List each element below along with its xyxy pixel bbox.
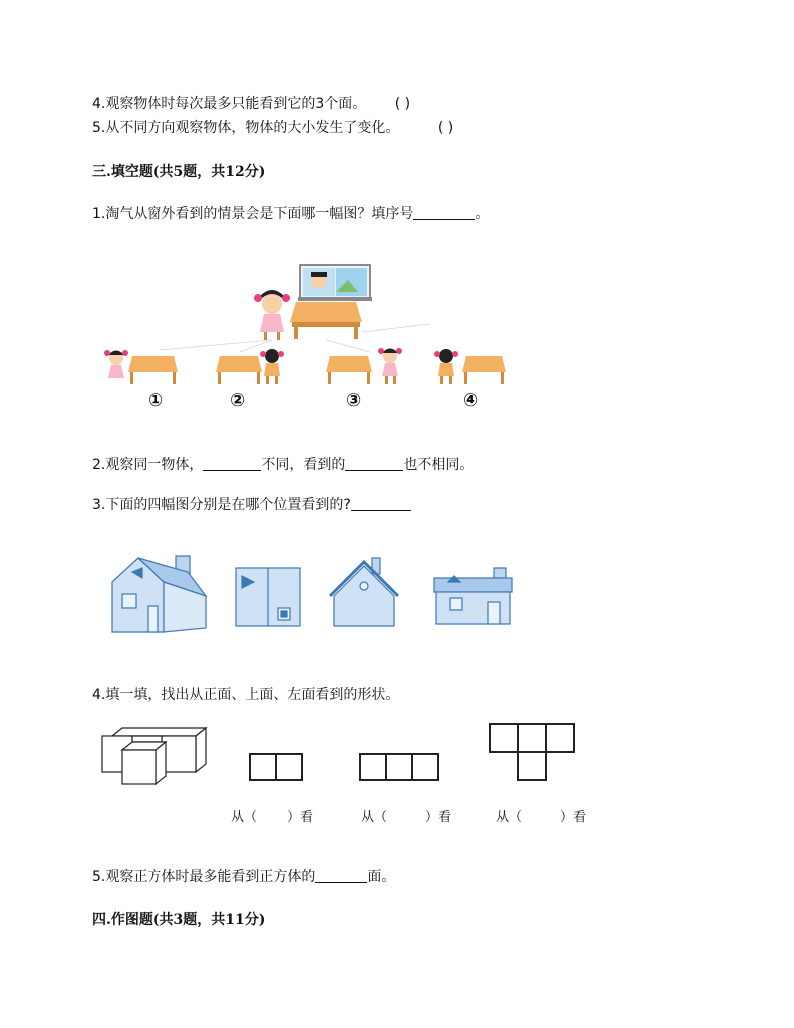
judgement-q4-text: 4.观察物体时每次最多只能看到它的3个面。 <box>92 96 367 112</box>
fill-q5-end: 面。 <box>367 869 396 885</box>
fill-q4-text: 4.填一填，找出从正面、上面、左面看到的形状。 <box>92 687 400 703</box>
house-perspective-figure <box>112 556 206 632</box>
view-shape-3-squares <box>360 754 438 780</box>
answer-paren[interactable]: ( ) <box>394 96 411 112</box>
fill-q4 <box>92 684 399 704</box>
option-label-3: ③ <box>346 390 362 411</box>
fill-q1-end: 。 <box>475 206 490 222</box>
section-title: 四.作图题(共3题，共11分) <box>92 912 266 928</box>
option-label-4: ④ <box>463 390 479 411</box>
block-shapes-illustration <box>100 720 580 786</box>
house-side-view-figure <box>236 568 300 626</box>
answer-blank[interactable] <box>315 868 367 883</box>
section-title: 三.填空题(共5题，共12分) <box>92 164 266 180</box>
window-picture <box>298 265 372 301</box>
option-label-1: ① <box>148 390 164 411</box>
house-top-view-figure <box>434 568 512 624</box>
fill-q2 <box>92 454 473 474</box>
caption-view: ）看 <box>287 810 314 825</box>
house-front-view-figure <box>330 558 398 626</box>
option-label-2: ② <box>230 390 246 411</box>
caption-from: 从（ <box>361 810 388 825</box>
view-shape-2-squares <box>250 754 302 780</box>
fill-q1-text: 1.淘气从窗外看到的情景会是下面哪一幅图？填序号 <box>92 206 414 222</box>
view-shape-t-shape <box>490 724 574 780</box>
caption-view: ）看 <box>425 810 452 825</box>
answer-blank[interactable] <box>351 496 411 511</box>
option-3-scene <box>326 348 402 384</box>
option-1-scene <box>104 350 178 384</box>
caption-from: 从（ <box>496 810 523 825</box>
view-caption-2 <box>361 806 451 825</box>
judgement-q5 <box>92 117 453 137</box>
fill-q1 <box>92 203 489 223</box>
classroom-scene-illustration <box>100 262 520 392</box>
caption-view: ）看 <box>560 810 587 825</box>
cube-stack-figure <box>102 728 206 784</box>
judgement-q5-text: 5.从不同方向观察物体，物体的大小发生了变化。 <box>92 120 400 136</box>
answer-paren[interactable]: ( ) <box>437 120 454 136</box>
option-4-scene <box>434 349 506 384</box>
view-caption-1 <box>231 806 313 825</box>
caption-from: 从（ <box>231 810 258 825</box>
view-caption-3 <box>496 806 586 825</box>
fill-q3 <box>92 494 411 514</box>
option-2-scene <box>216 349 284 384</box>
fill-q5-text: 5.观察正方体时最多能看到正方体的 <box>92 869 316 885</box>
fill-q2-part3: 也不相同。 <box>403 457 474 473</box>
fill-q2-part2: 不同，看到的 <box>261 457 346 473</box>
judgement-q4 <box>92 93 410 113</box>
house-views-illustration <box>108 552 528 634</box>
girl-figure <box>254 290 290 340</box>
table-figure <box>290 302 362 339</box>
answer-blank[interactable] <box>203 456 261 471</box>
fill-q2-part1: 2.观察同一物体， <box>92 457 204 473</box>
fill-q5 <box>92 866 395 886</box>
fill-q3-text: 3.下面的四幅图分别是在哪个位置看到的? <box>92 497 351 513</box>
answer-blank[interactable] <box>345 456 403 471</box>
answer-blank[interactable] <box>413 205 475 220</box>
